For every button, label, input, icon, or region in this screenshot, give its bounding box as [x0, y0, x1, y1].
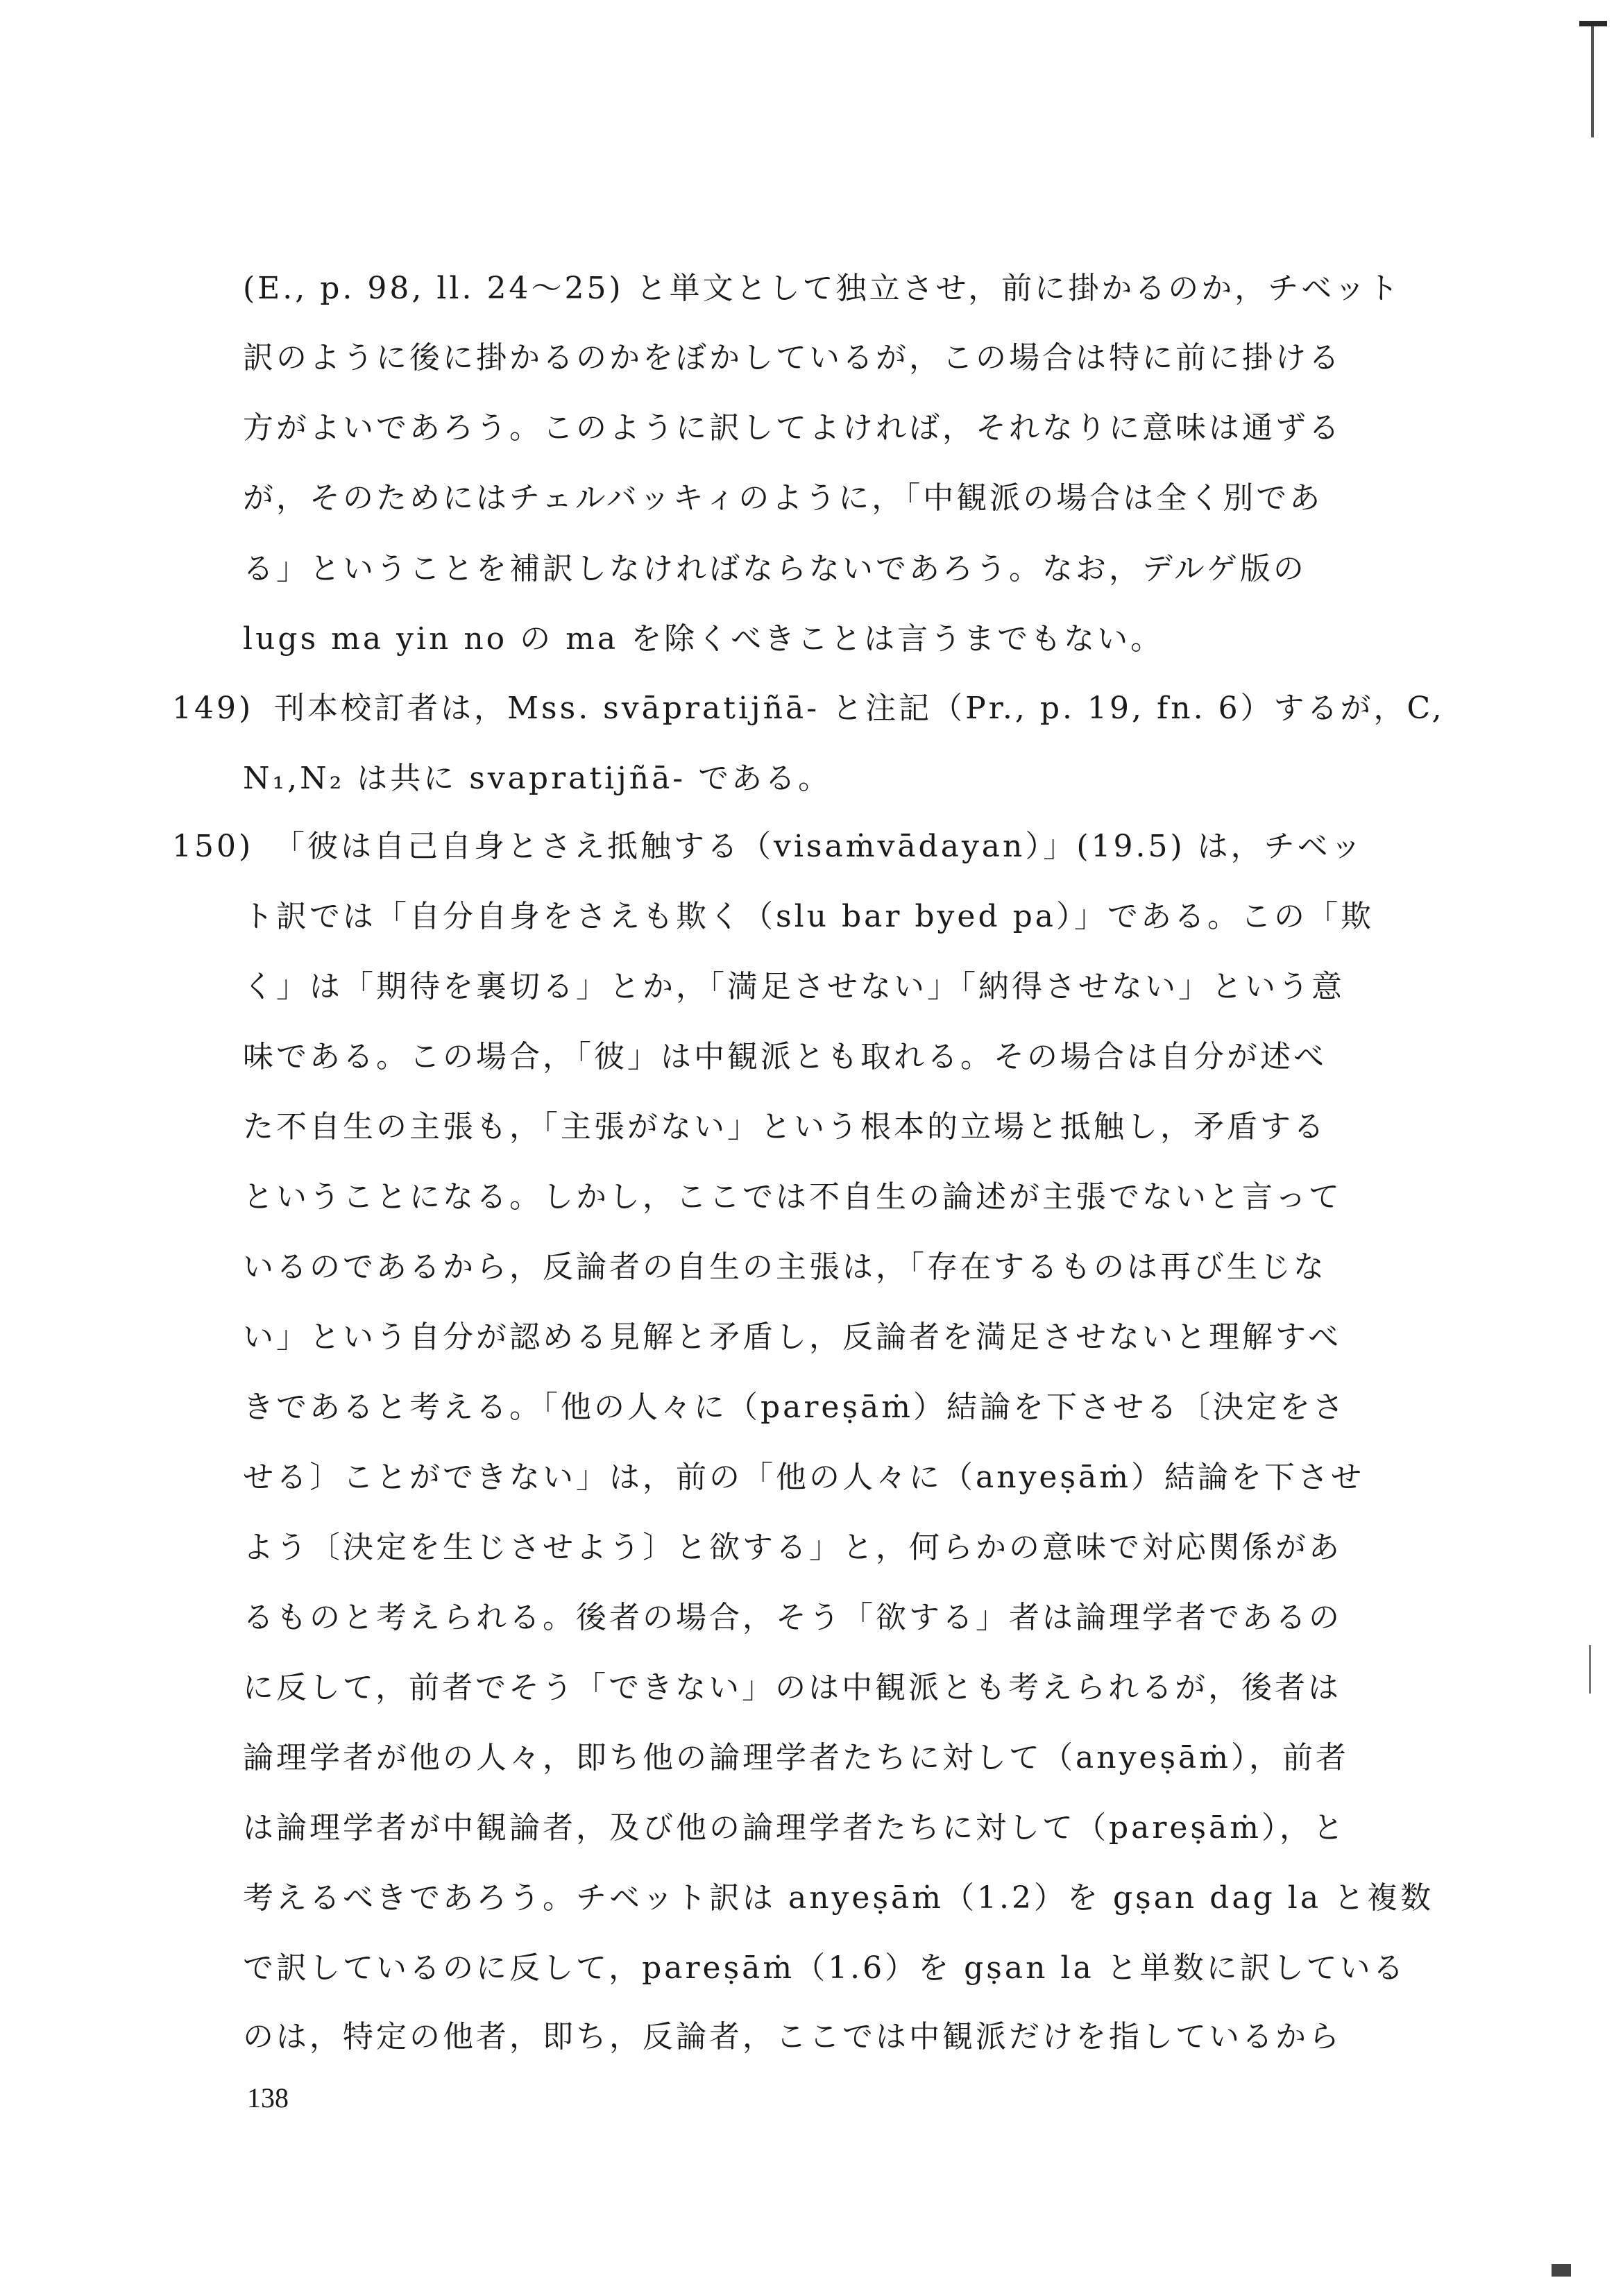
note-line: いるのであるから，反論者の自生の主張は，「存在するものは再び生じな [243, 1249, 1327, 1285]
note-line: く」は「期待を裏切る」とか，「満足させない」「納得させない」という意 [243, 969, 1345, 1004]
note-first-line: 「彼は自己自身とさえ抵触する（visaṁvādayan）」(19.5) は，チベッ [274, 829, 1364, 864]
note-line: N₁,N₂ は共に svapratijñā- である。 [243, 761, 832, 796]
continuation-line: lugs ma yin no の ma を除くべきことは言うまでもない。 [243, 621, 1164, 657]
continuation-line: が，そのためにはチェルバッキィのように，「中観派の場合は全く別であ [243, 480, 1323, 516]
note-line: 味である。この場合，「彼」は中観派とも取れる。その場合は自分が述べ [243, 1039, 1327, 1074]
note-number: 149) [172, 691, 254, 726]
note-line: は論理学者が中観論者，及び他の論理学者たちに対して（pareṣāṁ），と [243, 1810, 1347, 1846]
scan-edge-line-mid [1589, 1645, 1591, 1694]
note-line: ということになる。しかし，ここでは不自生の論述が主張でないと言って [243, 1179, 1342, 1215]
continuation-line: 方がよいであろう。このように訳してよければ，それなりに意味は通ずる [243, 410, 1342, 446]
page-number: 138 [247, 2082, 289, 2113]
note-line: ト訳では「自分自身をさえも欺く（slu bar byed pa）」である。この「欺 [243, 899, 1375, 934]
note-first-line: 刊本校訂者は，Mss. svāpratijñā- と注記（Pr., p. 19, fn. 6）するが，C, [274, 691, 1445, 726]
note-line: きであると考える。「他の人々に（pareṣāṁ）結論を下させる〔決定をさ [243, 1390, 1347, 1425]
scan-edge-mark-bottom [1552, 2264, 1571, 2277]
continuation-line: 訳のように後に掛かるのかをぼかしているが，この場合は特に前に掛ける [243, 340, 1342, 375]
note-number: 150) [172, 829, 254, 864]
note-line: い」という自分が認める見解と矛盾し，反論者を満足させないと理解すべ [243, 1319, 1342, 1355]
note-line: のは，特定の他者，即ち，反論者，ここでは中観派だけを指しているから [243, 2019, 1342, 2054]
note-line: るものと考えられる。後者の場合，そう「欲する」者は論理学者であるの [243, 1600, 1342, 1635]
note-line: 論理学者が他の人々，即ち他の論理学者たちに対して（anyeṣāṁ），前者 [243, 1740, 1349, 1775]
scan-edge-line-top [1591, 26, 1594, 137]
note-line: 考えるべきであろう。チベット訳は anyeṣāṁ（1.2）を gṣan dag la と複数 [243, 1880, 1434, 1916]
note-line: た不自生の主張も，「主張がない」という根本的立場と抵触し，矛盾する [243, 1109, 1327, 1145]
note-line: よう〔決定を生じさせよう〕と欲する」と，何らかの意味で対応関係があ [243, 1530, 1342, 1565]
scan-edge-mark-top [1579, 21, 1607, 26]
note-line: で訳しているのに反して，pareṣāṁ（1.6）を gṣan la と単数に訳している [243, 1950, 1407, 1986]
note-line: に反して，前者でそう「できない」のは中観派とも考えられるが，後者は [243, 1670, 1342, 1705]
continuation-line: る」ということを補訳しなければならないであろう。なお，デルゲ版の [243, 551, 1307, 586]
note-line: せる〕ことができない」は，前の「他の人々に（anyeṣāṁ）結論を下させ [243, 1460, 1364, 1495]
continuation-line: (E., p. 98, ll. 24〜25) と単文として独立させ，前に掛かるのか，チベット [243, 271, 1402, 306]
